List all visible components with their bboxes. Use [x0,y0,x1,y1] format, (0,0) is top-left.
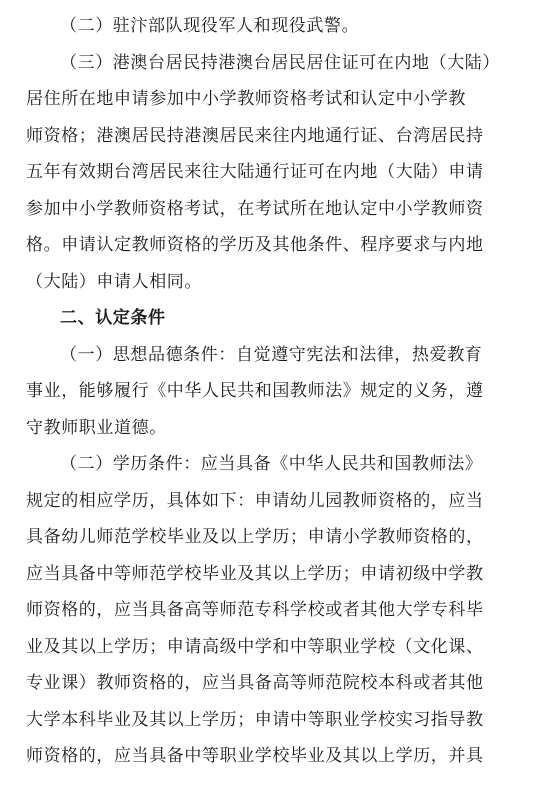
paragraph-line-3: 居住所在地申请参加中小学教师资格考试和认定中小学教 [26,89,466,109]
paragraph-line-7: 格。申请认定教师资格的学历及其他条件、程序要求与内地 [26,235,484,255]
paragraph-line-21: 师资格的，应当具备中等职业学校毕业及其以上学历，并具 [26,746,484,766]
paragraph-line-18: 业及其以上学历；申请高级中学和中等职业学校（文化课、 [26,636,484,657]
paragraph-line-15: 具备幼儿师范学校毕业及以上学历；申请小学教师资格的， [26,527,484,547]
paragraph-line-10: （一）思想品德条件：自觉遵守宪法和法律，热爱教育 [60,344,483,365]
paragraph-line-8: （大陆）申请人相同。 [26,271,202,292]
paragraph-line-12: 守教师职业道德。 [26,417,167,438]
paragraph-line-20: 大学本科毕业及其以上学历；申请中等职业学校实习指导教 [26,709,484,730]
paragraph-line-6: 参加中小学教师资格考试，在考试所在地认定中小学教师资 [26,198,484,219]
paragraph-line-14: 规定的相应学历，具体如下：申请幼儿园教师资格的，应当 [26,490,484,511]
paragraph-line-17: 师资格的，应当具备高等师范专科学校或者其他大学专科毕 [26,600,484,620]
paragraph-line-16: 应当具备中等师范学校毕业及其以上学历；申请初级中学教 [26,563,484,584]
paragraph-line-2: （三）港澳台居民持港澳台居民居住证可在内地（大陆） [60,52,500,73]
paragraph-line-1: （二）驻汴部队现役军人和现役武警。 [60,16,360,36]
paragraph-line-19: 专业课）教师资格的，应当具备高等师范院校本科或者其他 [26,673,484,693]
paragraph-line-5: 五年有效期台湾居民来往大陆通行证可在内地（大陆）申请 [26,162,484,182]
paragraph-line-13: （二）学历条件：应当具备《中华人民共和国教师法》 [60,454,483,474]
paragraph-line-4: 师资格；港澳居民持港澳居民来往内地通行证、台湾居民持 [26,125,484,146]
section-heading: 二、认定条件 [60,308,166,328]
paragraph-line-11: 事业，能够履行《中华人民共和国教师法》规定的义务，遵 [26,381,484,401]
